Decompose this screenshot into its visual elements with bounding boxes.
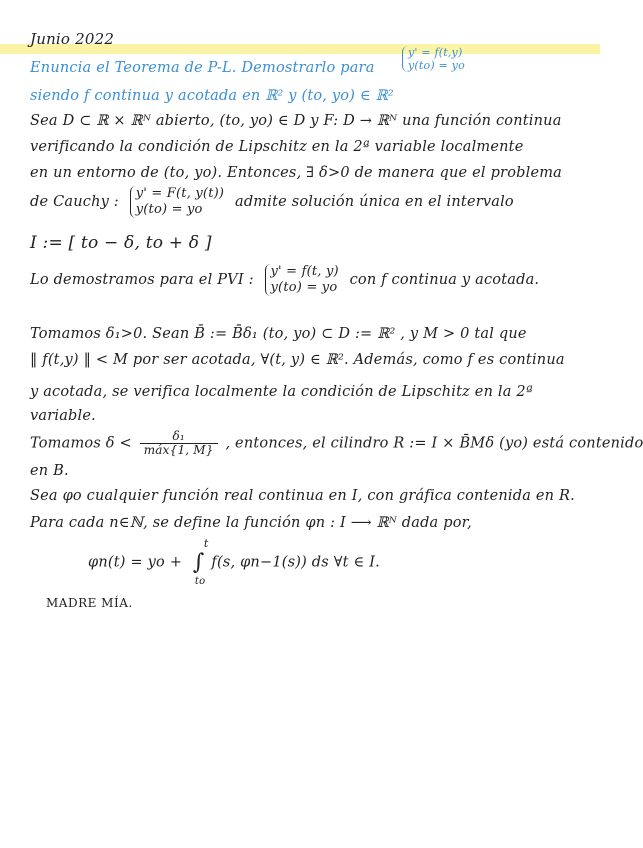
statement-system-eq1: y' = f(t,y) [408, 46, 463, 59]
cauchy-label: de Cauchy : [30, 194, 119, 210]
date-heading: Junio 2022 [30, 30, 115, 48]
pvi-condition: con f continua y acotada. [349, 272, 540, 288]
statement-line-2: siendo f continua y acotada en ℝ² y (to, yo) ∈ ℝ² [30, 88, 394, 104]
p3-prefix: Tomamos δ < [30, 435, 132, 452]
p1-line-3: en un entorno de (to, yo). Entonces, ∃ δ>0 de manera que el problema [30, 165, 563, 181]
pvi-eq-2: y(to) = yo [270, 280, 338, 295]
p3-line-1 [30, 430, 643, 457]
statement-system-brace [402, 46, 465, 72]
p3-line-4: Para cada n∈ℕ, se define la función φn : I ⟶ ℝᴺ dada por, [30, 515, 472, 531]
picard-formula [88, 537, 380, 587]
statement-system-eq2: y(to) = yo [408, 59, 465, 72]
pvi-eq-1: y' = f(t, y) [270, 264, 339, 279]
pvi-line [30, 264, 539, 296]
p2-line-4: variable. [30, 408, 96, 424]
p3-line-3: Sea φo cualquier función real continua en I, con gráfica contenida en R. [30, 488, 575, 504]
integral-upper-limit: t [203, 537, 209, 550]
fraction-numerator: δ₁ [140, 430, 218, 444]
p2-line-3: y acotada, se verifica localmente la condición de Lipschitz en la 2ª [30, 384, 533, 400]
p2-line-1: Tomamos δ₁>0. Sean B̄ := B̄δ₁ (to, yo) ⊂ D := ℝ² , y M > 0 tal que [30, 326, 527, 342]
integral-sign: ∫ t to [192, 537, 209, 587]
p1-line-2: verificando la condición de Lipschitz en la 2ª variable localmente [30, 139, 524, 155]
cauchy-eq-2: y(to) = yo [135, 202, 203, 217]
fraction-denominator: máx{1, M} [143, 443, 214, 457]
p2-line-2: ‖ f(t,y) ‖ < M por ser acotada, ∀(t, y) ∈ ℝ². Además, como f es continua [30, 352, 565, 368]
statement-line-1 [30, 60, 375, 76]
cauchy-system [130, 186, 224, 218]
integral-lower-limit: to [194, 576, 206, 587]
pvi-system [265, 264, 339, 296]
interval-definition: I := [ to − δ, to + δ ] [30, 233, 212, 253]
p3-line-2: en B. [30, 463, 69, 479]
statement-text-1: Enuncia el Teorema de P-L. Demostrarlo para [30, 60, 375, 76]
formula-integrand: f(s, φn−1(s)) ds ∀t ∈ I. [211, 554, 380, 571]
p1-line-1: Sea D ⊂ ℝ × ℝᴺ abierto, (to, yo) ∈ D y F: D → ℝᴺ una función continua [30, 113, 562, 129]
p1-line-4 [30, 186, 514, 218]
pvi-label: Lo demostramos para el PVI : [30, 272, 254, 288]
p3-suffix: , entonces, el cilindro R := I × B̄Mδ (yo) está contenido [225, 435, 643, 452]
margin-note: MADRE MÍA. [46, 596, 133, 610]
statement-system [396, 46, 471, 72]
cauchy-conclusion: admite solución única en el intervalo [234, 194, 514, 210]
cauchy-eq-1: y' = F(t, y(t)) [135, 186, 225, 201]
delta-fraction [140, 430, 218, 457]
formula-lhs: φn(t) = yo + [88, 554, 183, 571]
